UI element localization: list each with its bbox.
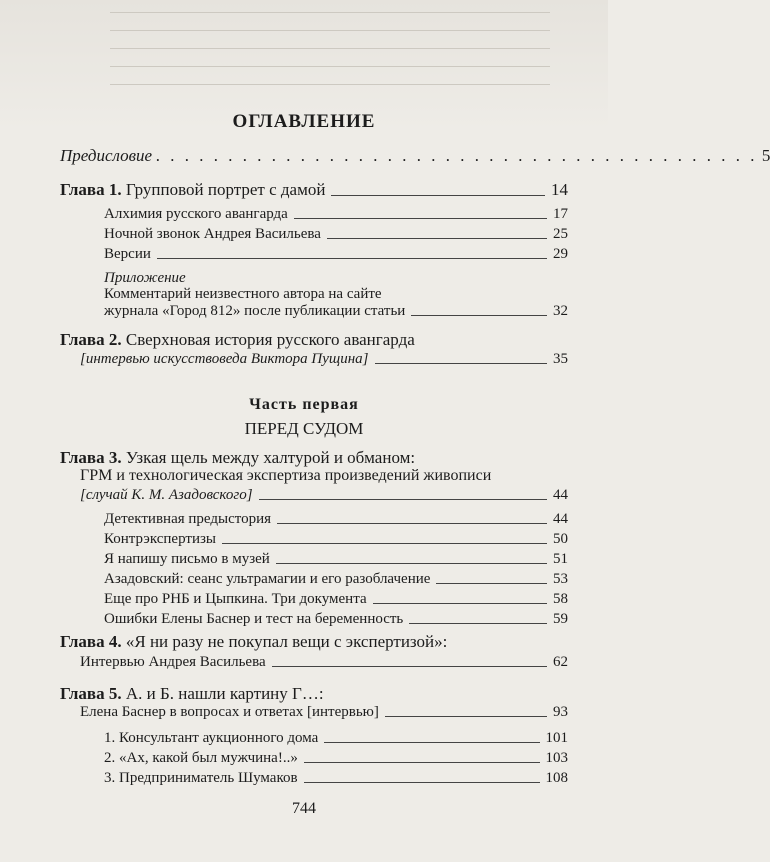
leader-line (294, 218, 547, 219)
toc-page: 93 (553, 704, 568, 720)
chapter-title: Групповой портрет с дамой (121, 180, 326, 199)
toc-chapter-2-sub[interactable] (80, 351, 568, 368)
leader-line (157, 258, 547, 259)
toc-chapter-5-sub[interactable] (80, 704, 568, 721)
toc-label: [интервью искусствоведа Виктора Пущина] (80, 351, 369, 367)
toc-page: 32 (553, 303, 568, 319)
toc-page: 25 (553, 226, 568, 242)
chapter-number: Глава 2. (60, 330, 122, 349)
toc-page: 5 (761, 146, 770, 165)
toc-label: 3. Предприниматель Шумаков (104, 770, 298, 786)
toc-page: 108 (545, 770, 568, 786)
leader-line (409, 623, 547, 624)
chapter-subtitle: ГРМ и технологическая экспертиза произведений живописи (80, 467, 492, 484)
leader-line (411, 315, 547, 316)
toc-label: Еще про РНБ и Цыпкина. Три документа (104, 591, 367, 607)
bleed-line (110, 84, 550, 85)
toc-page: 59 (553, 611, 568, 627)
toc-page: 29 (553, 246, 568, 262)
toc-label: Алхимия русского авангарда (104, 206, 288, 222)
toc-page: 14 (551, 180, 568, 199)
leader-line (304, 782, 540, 783)
toc-item[interactable] (104, 226, 568, 243)
toc-label: Ошибки Елены Баснер и тест на беременность (104, 611, 404, 627)
toc-page: 44 (553, 511, 568, 527)
toc-label: Ночной звонок Андрея Васильева (104, 226, 321, 242)
leader-line (272, 666, 547, 667)
bleed-line (110, 48, 550, 49)
toc-page: 58 (553, 591, 568, 607)
chapter-title: Сверхновая история русского авангарда (121, 330, 415, 349)
page-number: 744 (292, 800, 316, 817)
toc-item[interactable] (104, 770, 568, 787)
leader-line (327, 238, 547, 239)
toc-label: Я напишу письмо в музей (104, 551, 270, 567)
toc-chapter-2[interactable] (60, 330, 415, 350)
leader-line (375, 363, 547, 364)
toc-label: Контрэкспертизы (104, 531, 216, 547)
toc-label: журнала «Город 812» после публикации статьи (104, 303, 406, 319)
toc-label: 2. «Ах, какой был мужчина!..» (104, 750, 298, 766)
leader-line (276, 563, 547, 564)
toc-item[interactable] (104, 571, 568, 588)
toc-appendix[interactable] (104, 303, 568, 320)
toc-preface[interactable] (60, 146, 770, 166)
toc-page: 62 (553, 654, 568, 670)
toc-label: Версии (104, 246, 151, 262)
toc-page: 44 (553, 487, 568, 503)
leader-line (222, 543, 547, 544)
toc-item[interactable] (104, 611, 568, 628)
toc-item[interactable] (104, 246, 568, 263)
toc-page: 35 (553, 351, 568, 367)
chapter-title: Узкая щель между халтурой и обманом: (121, 448, 416, 467)
toc-label: Детективная предыстория (104, 511, 272, 527)
leader-line (259, 499, 547, 500)
toc-label: Интервью Андрея Васильева (80, 654, 266, 670)
toc-chapter-4[interactable] (60, 632, 447, 652)
part-title: ПЕРЕД СУДОМ (244, 419, 364, 438)
toc-label: 1. Консультант аукционного дома (104, 730, 319, 746)
toc-page: 51 (553, 551, 568, 567)
chapter-number: Глава 5. (60, 684, 122, 703)
leader-line (324, 742, 539, 743)
toc-page: 50 (553, 531, 568, 547)
page-title: ОГЛАВЛЕНИЕ (232, 111, 376, 132)
leader-line (277, 523, 547, 524)
toc-item[interactable] (104, 511, 568, 528)
chapter-number: Глава 3. (60, 448, 122, 467)
bleed-line (110, 66, 550, 67)
toc-label: [случай К. М. Азадовского] (80, 487, 253, 503)
chapter-number: Глава 4. (60, 632, 122, 651)
toc-item[interactable] (104, 730, 568, 747)
toc-item[interactable] (104, 750, 568, 767)
part-label: Часть первая (249, 396, 359, 413)
toc-label: Предисловие (60, 146, 153, 165)
toc-chapter-5[interactable] (60, 684, 324, 704)
toc-chapter-3[interactable] (60, 448, 415, 468)
toc-page: 17 (553, 206, 568, 222)
toc-label: Азадовский: сеанс ультрамагии и его разоблачение (104, 571, 431, 587)
toc-item[interactable] (104, 591, 568, 608)
toc-chapter-3-sub[interactable] (80, 487, 568, 504)
leader-line (304, 762, 540, 763)
toc-chapter-1[interactable] (60, 180, 568, 200)
bleed-line (110, 30, 550, 31)
toc-page: 103 (545, 750, 568, 766)
chapter-number: Глава 1. (60, 180, 122, 199)
toc-item[interactable] (104, 551, 568, 568)
toc-page: 101 (545, 730, 568, 746)
toc-chapter-4-sub[interactable] (80, 654, 568, 671)
toc-label: Елена Баснер в вопросах и ответах [интервью] (80, 704, 379, 720)
toc-page: 53 (553, 571, 568, 587)
leader-line (436, 583, 547, 584)
bleed-line (110, 12, 550, 13)
leader-line (385, 716, 547, 717)
appendix-line: Комментарий неизвестного автора на сайте (104, 286, 382, 302)
leader-dots: . . . . . . . . . . . . . . . . . . . . . . . . . . . . . . . . . . . . . . . . . . (156, 146, 758, 165)
toc-item[interactable] (104, 531, 568, 548)
chapter-title: «Я ни разу не покупал вещи с экспертизой»: (121, 632, 448, 651)
toc-item[interactable] (104, 206, 568, 223)
leader-line (331, 195, 545, 196)
leader-line (373, 603, 547, 604)
chapter-title: А. и Б. нашли картину Г…: (121, 684, 324, 703)
appendix-label: Приложение (104, 270, 186, 286)
